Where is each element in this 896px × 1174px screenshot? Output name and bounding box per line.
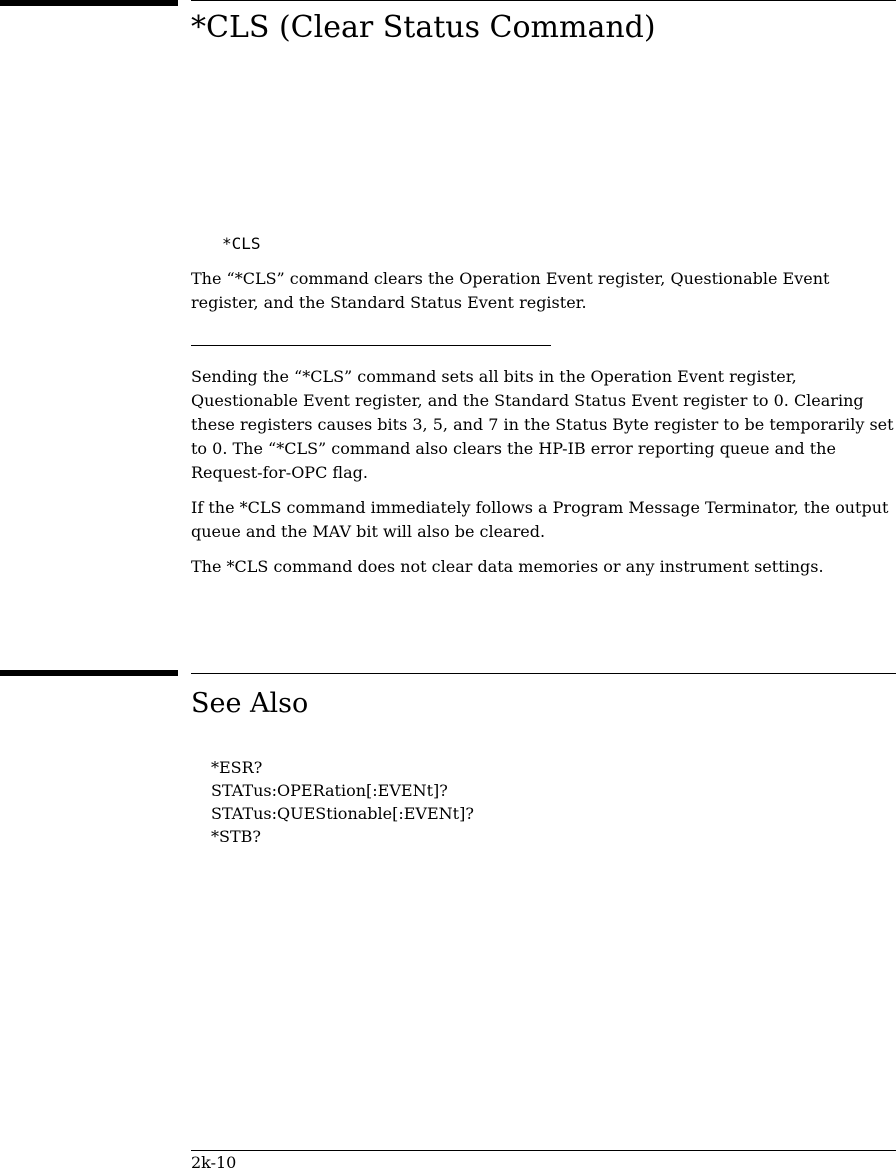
see-also-item-status-operation: STATus:OPERation[:EVENt]? <box>211 781 448 800</box>
summary-divider <box>191 345 551 346</box>
see-also-list <box>211 756 474 848</box>
see-also-top-rule <box>191 673 896 674</box>
description-paragraph-1: Sending the “*CLS” command sets all bits in the Operation Event register, Questionable Event register, and the Standard Status Event register to 0. Clearing these registers causes bits 3, 5, and 7 in the Status Byte register to be temporarily set to 0. The “*CLS” command also clears the HP-IB error reporting queue and the Request-for-OPC flag. <box>191 367 894 482</box>
see-also-title: See Also <box>191 688 309 719</box>
command-summary: The “*CLS” command clears the Operation Event register, Questionable Event register, and the Standard Status Event register. <box>191 269 830 312</box>
see-also-marker-bar <box>0 670 178 676</box>
see-also-item-esr: *ESR? <box>211 758 263 777</box>
see-also-item-stb: *STB? <box>211 827 261 846</box>
description-paragraph-3: The *CLS command does not clear data memories or any instrument settings. <box>191 557 824 576</box>
footer-rule <box>191 1150 896 1151</box>
description-paragraph-2: If the *CLS command immediately follows a Program Message Terminator, the output queue and the MAV bit will also be cleared. <box>191 498 889 541</box>
section-title: *CLS (Clear Status Command) <box>191 10 656 45</box>
page-number: 2k-10 <box>191 1153 237 1172</box>
see-also-item-status-questionable: STATus:QUEStionable[:EVENt]? <box>211 804 474 823</box>
section-marker-bar <box>0 0 178 6</box>
command-syntax: *CLS <box>222 234 261 253</box>
section-top-rule <box>191 0 896 1</box>
